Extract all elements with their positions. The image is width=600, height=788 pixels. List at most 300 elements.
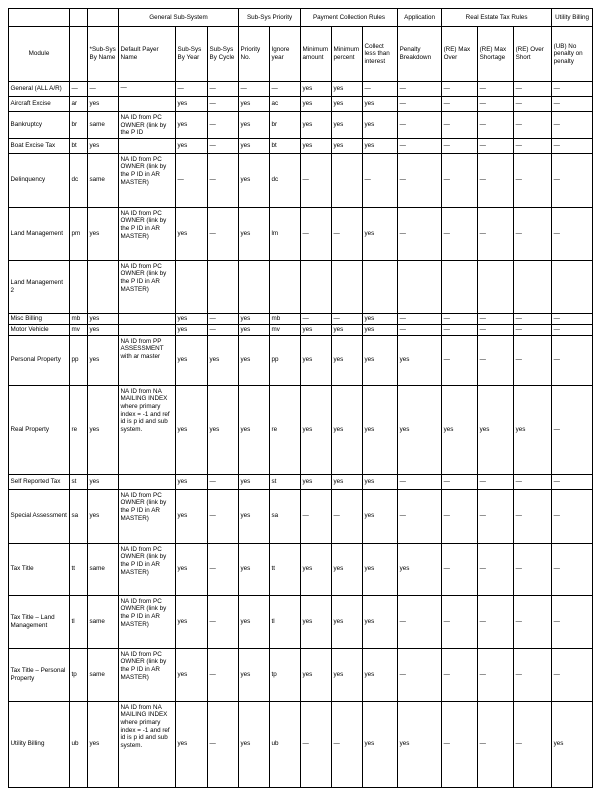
min-percent-cell: —	[332, 207, 363, 260]
min-percent-cell: yes	[332, 474, 363, 489]
min-amount-cell: yes	[301, 82, 332, 97]
min-percent-cell: —	[332, 701, 363, 787]
collect-less-cell: yes	[363, 313, 398, 324]
ub-no-penalty-cell: —	[552, 82, 593, 97]
table-row	[9, 82, 593, 97]
ignore-year-cell: sa	[270, 489, 301, 543]
module-cell: Tax Title – Land Management	[9, 595, 70, 648]
col-re-over-short-header: (RE) Over Short	[514, 27, 552, 82]
ignore-year-cell: ac	[270, 97, 301, 112]
header-blank-cell	[9, 9, 70, 27]
subsys-by-name-cell: yes	[88, 489, 119, 543]
abbr-cell: tl	[70, 595, 88, 648]
col-ignore-year-header: Ignore year	[270, 27, 301, 82]
min-percent-cell: yes	[332, 543, 363, 595]
min-percent-cell: —	[332, 313, 363, 324]
priority-no-cell: yes	[239, 595, 270, 648]
min-amount-cell: yes	[301, 648, 332, 701]
col-subsys-by-name-header: *Sub-Sys By Name	[88, 27, 119, 82]
abbr-cell: br	[70, 112, 88, 139]
subsys-by-year-cell	[176, 260, 208, 313]
re-max-shortage-cell: —	[478, 324, 514, 335]
min-percent-cell: yes	[332, 97, 363, 112]
penalty-breakdown-cell: —	[398, 324, 442, 335]
subsys-by-year-cell: yes	[176, 207, 208, 260]
re-max-over-cell: —	[442, 313, 478, 324]
ignore-year-cell: tp	[270, 648, 301, 701]
min-amount-cell: yes	[301, 335, 332, 385]
min-amount-cell: yes	[301, 112, 332, 139]
re-max-shortage-cell: —	[478, 595, 514, 648]
default-payer-cell	[119, 324, 176, 335]
min-amount-cell: yes	[301, 474, 332, 489]
default-payer-cell	[119, 138, 176, 153]
module-cell: Land Management	[9, 207, 70, 260]
header-blank-cell	[88, 9, 119, 27]
subsys-by-cycle-cell: —	[208, 324, 239, 335]
min-amount-cell: —	[301, 701, 332, 787]
module-cell: Tax Title	[9, 543, 70, 595]
re-over-short-cell: —	[514, 207, 552, 260]
subsys-by-cycle-cell	[208, 260, 239, 313]
subsys-by-year-cell: yes	[176, 648, 208, 701]
re-max-shortage-cell: —	[478, 335, 514, 385]
penalty-breakdown-cell	[398, 260, 442, 313]
subsys-by-name-cell: yes	[88, 324, 119, 335]
subsys-by-name-cell: same	[88, 153, 119, 207]
subsys-by-year-cell: yes	[176, 112, 208, 139]
re-over-short-cell: —	[514, 97, 552, 112]
penalty-breakdown-cell: —	[398, 595, 442, 648]
subsys-by-name-cell: yes	[88, 97, 119, 112]
col-subsys-by-year-header: Sub-Sys By Year	[176, 27, 208, 82]
module-cell: Delinquency	[9, 153, 70, 207]
min-amount-cell: yes	[301, 97, 332, 112]
table-row	[9, 260, 593, 313]
min-percent-cell: yes	[332, 324, 363, 335]
re-max-over-cell: —	[442, 112, 478, 139]
min-percent-cell	[332, 153, 363, 207]
module-cell: Land Management 2	[9, 260, 70, 313]
collect-less-cell: yes	[363, 701, 398, 787]
collect-less-cell: —	[363, 82, 398, 97]
min-percent-cell: yes	[332, 648, 363, 701]
re-max-over-cell: —	[442, 153, 478, 207]
priority-no-cell: yes	[239, 324, 270, 335]
subsys-by-cycle-cell: —	[208, 153, 239, 207]
re-over-short-cell: —	[514, 474, 552, 489]
re-max-over-cell: yes	[442, 385, 478, 474]
re-max-shortage-cell: yes	[478, 385, 514, 474]
re-max-shortage-cell: —	[478, 489, 514, 543]
header-blank-cell	[70, 9, 88, 27]
collect-less-cell: yes	[363, 385, 398, 474]
abbr-cell: st	[70, 474, 88, 489]
col-ub-no-penalty-header: (UB) No penalty on penalty	[552, 27, 593, 82]
subsys-by-year-cell: yes	[176, 138, 208, 153]
default-payer-cell: NA ID from PC OWNER (link by the P ID in AR MASTER)	[119, 543, 176, 595]
group-real-estate-tax-rules: Real Estate Tax Rules	[442, 9, 552, 27]
re-over-short-cell: —	[514, 82, 552, 97]
penalty-breakdown-cell: yes	[398, 543, 442, 595]
re-max-shortage-cell: —	[478, 97, 514, 112]
document-page	[8, 8, 592, 788]
ignore-year-cell: st	[270, 474, 301, 489]
col-collect-less-header: Collect less than interest	[363, 27, 398, 82]
priority-no-cell: yes	[239, 648, 270, 701]
re-over-short-cell: —	[514, 313, 552, 324]
table-row	[9, 324, 593, 335]
penalty-breakdown-cell: yes	[398, 385, 442, 474]
subsys-by-name-cell: same	[88, 543, 119, 595]
min-amount-cell: —	[301, 207, 332, 260]
re-max-shortage-cell: —	[478, 543, 514, 595]
min-amount-cell: yes	[301, 324, 332, 335]
collect-less-cell: yes	[363, 543, 398, 595]
ignore-year-cell: ub	[270, 701, 301, 787]
abbr-cell: pp	[70, 335, 88, 385]
abbr-cell	[70, 260, 88, 313]
subsys-by-year-cell: —	[176, 153, 208, 207]
collect-less-cell: yes	[363, 112, 398, 139]
default-payer-cell: NA ID from NA MAILING INDEX where primary index = -1 and ref id is p id and sub system.	[119, 385, 176, 474]
subsys-by-name-cell: yes	[88, 474, 119, 489]
subsys-by-name-cell: yes	[88, 385, 119, 474]
module-cell: Boat Excise Tax	[9, 138, 70, 153]
group-utility-billing: Utility Billing	[552, 9, 593, 27]
penalty-breakdown-cell: —	[398, 153, 442, 207]
module-cell: Bankruptcy	[9, 112, 70, 139]
table-row	[9, 489, 593, 543]
subsys-by-year-cell: yes	[176, 97, 208, 112]
priority-no-cell: yes	[239, 97, 270, 112]
ub-no-penalty-cell: —	[552, 648, 593, 701]
group-subsys-priority: Sub-Sys Priority	[239, 9, 301, 27]
default-payer-cell	[119, 313, 176, 324]
subsys-by-year-cell: —	[176, 82, 208, 97]
collect-less-cell: yes	[363, 335, 398, 385]
priority-no-cell: —	[239, 82, 270, 97]
min-percent-cell: yes	[332, 138, 363, 153]
priority-no-cell: yes	[239, 138, 270, 153]
ub-no-penalty-cell: —	[552, 385, 593, 474]
subsystem-rules-table	[8, 8, 593, 788]
abbr-cell: re	[70, 385, 88, 474]
collect-less-cell: yes	[363, 324, 398, 335]
ub-no-penalty-cell: —	[552, 112, 593, 139]
subsys-by-name-cell: yes	[88, 313, 119, 324]
ub-no-penalty-cell	[552, 260, 593, 313]
default-payer-cell	[119, 474, 176, 489]
abbr-cell: tp	[70, 648, 88, 701]
penalty-breakdown-cell: —	[398, 97, 442, 112]
min-percent-cell	[332, 260, 363, 313]
priority-no-cell: yes	[239, 474, 270, 489]
re-over-short-cell: —	[514, 648, 552, 701]
default-payer-cell: NA ID from PP ASSESSMENT with ar master	[119, 335, 176, 385]
header-group-row	[9, 9, 593, 27]
ub-no-penalty-cell: —	[552, 474, 593, 489]
re-max-shortage-cell: —	[478, 474, 514, 489]
subsys-by-name-cell	[88, 260, 119, 313]
collect-less-cell: yes	[363, 138, 398, 153]
module-cell: Utility Billing	[9, 701, 70, 787]
priority-no-cell: yes	[239, 385, 270, 474]
re-max-over-cell: —	[442, 138, 478, 153]
re-max-shortage-cell: —	[478, 153, 514, 207]
default-payer-cell: —	[119, 82, 176, 97]
header-column-row	[9, 27, 593, 82]
re-max-shortage-cell: —	[478, 701, 514, 787]
ub-no-penalty-cell: —	[552, 324, 593, 335]
module-cell: Personal Property	[9, 335, 70, 385]
min-amount-cell: —	[301, 489, 332, 543]
default-payer-cell: NA ID from PC OWNER (link by the P ID in AR MASTER)	[119, 207, 176, 260]
re-over-short-cell: —	[514, 701, 552, 787]
subsys-by-cycle-cell: —	[208, 207, 239, 260]
ignore-year-cell: br	[270, 112, 301, 139]
ignore-year-cell: pp	[270, 335, 301, 385]
penalty-breakdown-cell: —	[398, 648, 442, 701]
subsys-by-cycle-cell: —	[208, 489, 239, 543]
penalty-breakdown-cell: —	[398, 474, 442, 489]
module-cell: Self Reported Tax	[9, 474, 70, 489]
re-max-over-cell: —	[442, 97, 478, 112]
group-general-subsystem: General Sub-System	[119, 9, 239, 27]
module-cell: Special Assessment	[9, 489, 70, 543]
re-over-short-cell: yes	[514, 385, 552, 474]
col-re-max-over-header: (RE) Max Over	[442, 27, 478, 82]
penalty-breakdown-cell: —	[398, 82, 442, 97]
priority-no-cell: yes	[239, 489, 270, 543]
min-percent-cell: yes	[332, 112, 363, 139]
min-amount-cell	[301, 260, 332, 313]
table-row	[9, 335, 593, 385]
table-row	[9, 112, 593, 139]
ub-no-penalty-cell: —	[552, 207, 593, 260]
abbr-cell: tt	[70, 543, 88, 595]
priority-no-cell: yes	[239, 543, 270, 595]
re-max-over-cell: —	[442, 324, 478, 335]
min-percent-cell: yes	[332, 595, 363, 648]
table-row	[9, 595, 593, 648]
collect-less-cell: yes	[363, 207, 398, 260]
ub-no-penalty-cell: —	[552, 153, 593, 207]
col-subsys-by-cycle-header: Sub-Sys By Cycle	[208, 27, 239, 82]
subsys-by-name-cell: yes	[88, 207, 119, 260]
module-cell: Real Property	[9, 385, 70, 474]
ub-no-penalty-cell: —	[552, 595, 593, 648]
min-amount-cell: yes	[301, 385, 332, 474]
ignore-year-cell: mv	[270, 324, 301, 335]
abbr-cell: mb	[70, 313, 88, 324]
subsys-by-name-cell: yes	[88, 138, 119, 153]
ub-no-penalty-cell: —	[552, 313, 593, 324]
col-priority-no-header: Priority No.	[239, 27, 270, 82]
priority-no-cell: yes	[239, 313, 270, 324]
subsys-by-year-cell: yes	[176, 474, 208, 489]
penalty-breakdown-cell: —	[398, 489, 442, 543]
ub-no-penalty-cell: —	[552, 335, 593, 385]
table-row	[9, 701, 593, 787]
subsys-by-year-cell: yes	[176, 701, 208, 787]
re-max-over-cell: —	[442, 489, 478, 543]
subsys-by-name-cell: yes	[88, 335, 119, 385]
min-percent-cell: —	[332, 489, 363, 543]
table-body	[9, 82, 593, 788]
ignore-year-cell: re	[270, 385, 301, 474]
default-payer-cell: NA ID from PC OWNER (link by the P ID in AR MASTER)	[119, 595, 176, 648]
re-max-over-cell: —	[442, 82, 478, 97]
subsys-by-year-cell: yes	[176, 595, 208, 648]
subsys-by-name-cell: same	[88, 112, 119, 139]
subsys-by-cycle-cell: —	[208, 313, 239, 324]
col-penalty-breakdown-header: Penalty Breakdown	[398, 27, 442, 82]
collect-less-cell: yes	[363, 489, 398, 543]
subsys-by-name-cell: —	[88, 82, 119, 97]
collect-less-cell: yes	[363, 97, 398, 112]
module-cell: Aircraft Excise	[9, 97, 70, 112]
re-max-over-cell: —	[442, 474, 478, 489]
re-max-over-cell: —	[442, 595, 478, 648]
abbr-cell: dc	[70, 153, 88, 207]
penalty-breakdown-cell: —	[398, 207, 442, 260]
subsys-by-name-cell: same	[88, 648, 119, 701]
re-max-shortage-cell: —	[478, 207, 514, 260]
module-cell: Tax Title – Personal Property	[9, 648, 70, 701]
collect-less-cell: yes	[363, 648, 398, 701]
ignore-year-cell: mb	[270, 313, 301, 324]
table-row	[9, 543, 593, 595]
module-cell: Motor Vehicle	[9, 324, 70, 335]
subsys-by-cycle-cell: yes	[208, 335, 239, 385]
ub-no-penalty-cell: —	[552, 543, 593, 595]
ignore-year-cell: tt	[270, 543, 301, 595]
subsys-by-cycle-cell: —	[208, 97, 239, 112]
subsys-by-year-cell: yes	[176, 543, 208, 595]
re-over-short-cell: —	[514, 138, 552, 153]
priority-no-cell: yes	[239, 112, 270, 139]
collect-less-cell: —	[363, 153, 398, 207]
min-amount-cell: yes	[301, 595, 332, 648]
ignore-year-cell: tl	[270, 595, 301, 648]
abbr-cell: —	[70, 82, 88, 97]
min-percent-cell: yes	[332, 335, 363, 385]
priority-no-cell: yes	[239, 207, 270, 260]
subsys-by-cycle-cell: —	[208, 82, 239, 97]
penalty-breakdown-cell: —	[398, 138, 442, 153]
col-re-max-shortage-header: (RE) Max Shortage	[478, 27, 514, 82]
default-payer-cell: NA ID from PC OWNER (link by the P ID in AR MASTER)	[119, 260, 176, 313]
penalty-breakdown-cell: yes	[398, 335, 442, 385]
ub-no-penalty-cell: —	[552, 97, 593, 112]
default-payer-cell: NA ID from NA MAILING INDEX where primary index = -1 and ref id is p id and sub system.	[119, 701, 176, 787]
re-max-over-cell: —	[442, 648, 478, 701]
re-over-short-cell: —	[514, 112, 552, 139]
ignore-year-cell: dc	[270, 153, 301, 207]
penalty-breakdown-cell: —	[398, 112, 442, 139]
penalty-breakdown-cell: —	[398, 313, 442, 324]
subsys-by-cycle-cell: —	[208, 138, 239, 153]
default-payer-cell: NA ID from PC OWNER (link by the P ID	[119, 112, 176, 139]
min-amount-cell: —	[301, 153, 332, 207]
re-over-short-cell: —	[514, 489, 552, 543]
subsys-by-cycle-cell: —	[208, 648, 239, 701]
table-row	[9, 313, 593, 324]
table-row	[9, 474, 593, 489]
min-amount-cell: —	[301, 313, 332, 324]
re-over-short-cell: —	[514, 324, 552, 335]
abbr-cell: mv	[70, 324, 88, 335]
min-percent-cell: yes	[332, 82, 363, 97]
re-max-over-cell: —	[442, 543, 478, 595]
subsys-by-year-cell: yes	[176, 385, 208, 474]
min-amount-cell: yes	[301, 543, 332, 595]
re-max-shortage-cell: —	[478, 138, 514, 153]
subsys-by-cycle-cell: —	[208, 543, 239, 595]
default-payer-cell: NA ID from PC OWNER (link by the P ID in AR MASTER)	[119, 153, 176, 207]
col-default-payer-header: Default Payer Name	[119, 27, 176, 82]
table-row	[9, 648, 593, 701]
subsys-by-year-cell: yes	[176, 324, 208, 335]
ignore-year-cell	[270, 260, 301, 313]
ignore-year-cell: lm	[270, 207, 301, 260]
subsys-by-cycle-cell: —	[208, 474, 239, 489]
abbr-cell: sa	[70, 489, 88, 543]
priority-no-cell	[239, 260, 270, 313]
col-module-header: Module	[9, 27, 70, 82]
re-over-short-cell: —	[514, 335, 552, 385]
subsys-by-year-cell: yes	[176, 335, 208, 385]
ub-no-penalty-cell: yes	[552, 701, 593, 787]
collect-less-cell: yes	[363, 474, 398, 489]
col-min-percent-header: Minimum percent	[332, 27, 363, 82]
re-max-over-cell: —	[442, 701, 478, 787]
abbr-cell: ub	[70, 701, 88, 787]
abbr-cell: bt	[70, 138, 88, 153]
re-over-short-cell	[514, 260, 552, 313]
re-max-over-cell: —	[442, 335, 478, 385]
module-cell: General (ALL A/R)	[9, 82, 70, 97]
module-cell: Misc Billing	[9, 313, 70, 324]
min-percent-cell: yes	[332, 385, 363, 474]
group-payment-collection-rules: Payment Collection Rules	[301, 9, 398, 27]
priority-no-cell: yes	[239, 701, 270, 787]
default-payer-cell: NA ID from PC OWNER (link by the P ID in AR MASTER)	[119, 648, 176, 701]
ub-no-penalty-cell: —	[552, 138, 593, 153]
subsys-by-cycle-cell: —	[208, 595, 239, 648]
subsys-by-year-cell: yes	[176, 489, 208, 543]
default-payer-cell: NA ID from PC OWNER (link by the P ID in AR MASTER)	[119, 489, 176, 543]
re-over-short-cell: —	[514, 595, 552, 648]
table-row	[9, 153, 593, 207]
table-row	[9, 138, 593, 153]
col-min-amount-header: Minimum amount	[301, 27, 332, 82]
collect-less-cell	[363, 260, 398, 313]
re-max-shortage-cell: —	[478, 82, 514, 97]
priority-no-cell: yes	[239, 153, 270, 207]
penalty-breakdown-cell: yes	[398, 701, 442, 787]
default-payer-cell	[119, 97, 176, 112]
ub-no-penalty-cell: —	[552, 489, 593, 543]
table-row	[9, 385, 593, 474]
table-row	[9, 207, 593, 260]
subsys-by-year-cell: yes	[176, 313, 208, 324]
re-max-shortage-cell: —	[478, 313, 514, 324]
re-max-shortage-cell: —	[478, 648, 514, 701]
subsys-by-cycle-cell: yes	[208, 385, 239, 474]
min-amount-cell: yes	[301, 138, 332, 153]
